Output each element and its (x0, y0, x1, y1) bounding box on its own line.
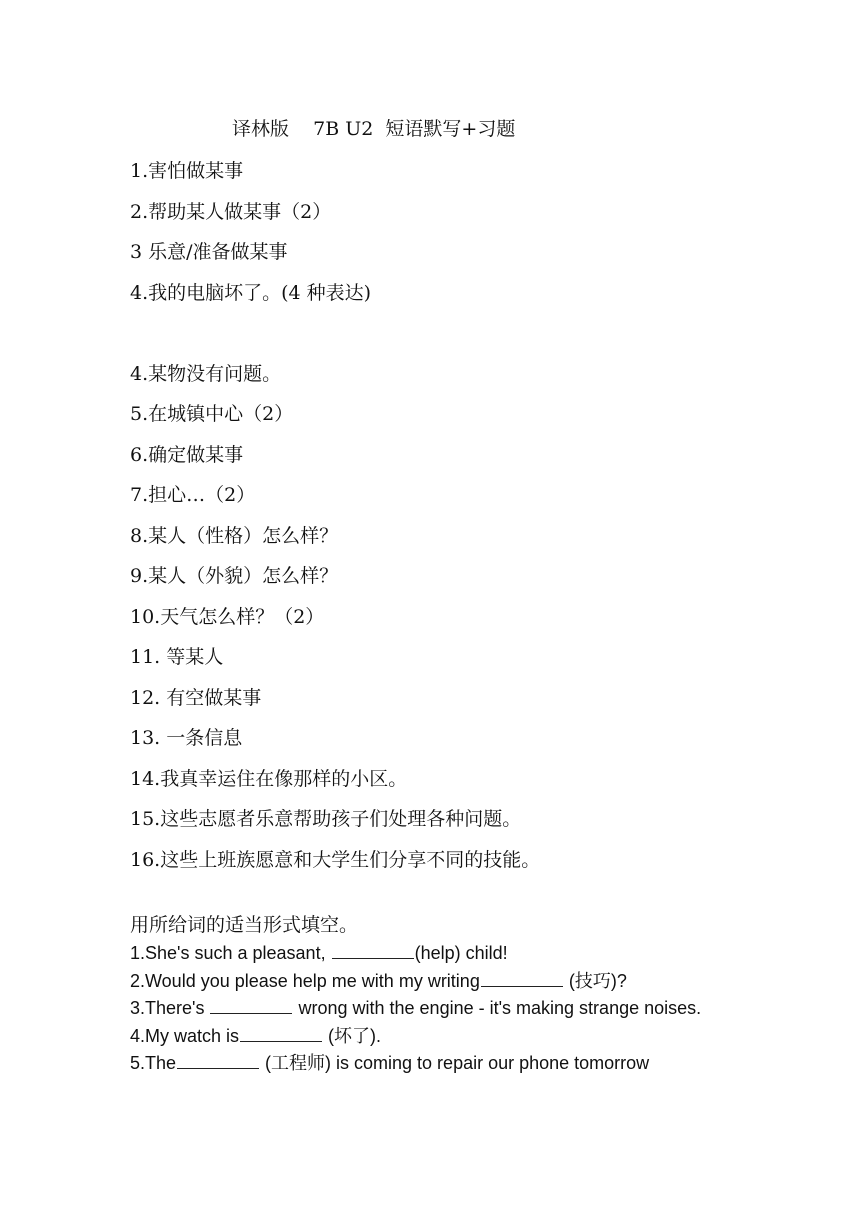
answer-blank[interactable] (240, 1027, 322, 1042)
exercise-item (130, 1050, 730, 1078)
phrase-item: 6.确定做某事 (130, 443, 244, 466)
phrase-list (130, 158, 750, 887)
phrase-item: 16.这些上班族愿意和大学生们分享不同的技能。 (130, 848, 541, 871)
exercise-text: 2.Would you please help me with my writing (130, 970, 480, 991)
document-title: 译林版 7B U2 短语默写+习题 (232, 118, 516, 140)
answer-blank[interactable] (210, 999, 292, 1014)
phrase-item: 8.某人（性格）怎么样？ (130, 524, 339, 547)
phrase-item: 11. 等某人 (130, 646, 224, 668)
phrase-item: 3 乐意/准备做某事 (130, 241, 288, 263)
phrase-item: 13. 一条信息 (130, 727, 243, 749)
phrase-item: 10.天气怎么样？（2） (130, 605, 325, 628)
exercise-text: 4.My watch is (130, 1025, 240, 1046)
exercise-section (130, 912, 730, 1078)
exercise-text: 1.She's such a pleasant, (130, 943, 331, 963)
phrase-item: 4.我的电脑坏了。(4 种表达) (130, 281, 372, 304)
phrase-item: 4.某物没有问题。 (130, 362, 282, 385)
exercise-item (130, 940, 730, 968)
exercise-text: (技巧)? (563, 970, 627, 991)
phrase-item: 12. 有空做某事 (130, 686, 262, 709)
phrase-item: 5.在城镇中心（2） (130, 403, 294, 425)
phrase-item: 14.我真幸运住在像那样的小区。 (130, 767, 408, 790)
exercise-title: 用所给词的适当形式填空。 (130, 914, 359, 936)
exercise-item (130, 1023, 730, 1051)
exercise-text: (help) child! (414, 943, 508, 963)
phrase-item: 9.某人（外貌）怎么样？ (130, 565, 339, 587)
phrase-item: 2.帮助某人做某事（2） (130, 200, 332, 223)
exercise-text: (工程师) is coming to repair our phone tomorrow (260, 1053, 650, 1073)
phrase-item: 15.这些志愿者乐意帮助孩子们处理各种问题。 (130, 808, 522, 830)
answer-blank[interactable] (332, 944, 414, 959)
exercise-text: wrong with the engine - it's making strange noises. (293, 998, 702, 1018)
exercise-text: 3.There's (130, 998, 210, 1018)
exercise-text: (坏了). (323, 1025, 382, 1046)
blank-line (130, 320, 750, 361)
answer-blank[interactable] (177, 1054, 259, 1069)
phrase-item: 7.担心…（2） (130, 484, 256, 506)
phrase-item: 1.害怕做某事 (130, 160, 244, 182)
exercise-item (130, 968, 730, 996)
exercise-item (130, 995, 730, 1023)
exercise-text: 5.The (130, 1053, 177, 1073)
answer-blank[interactable] (481, 972, 563, 987)
